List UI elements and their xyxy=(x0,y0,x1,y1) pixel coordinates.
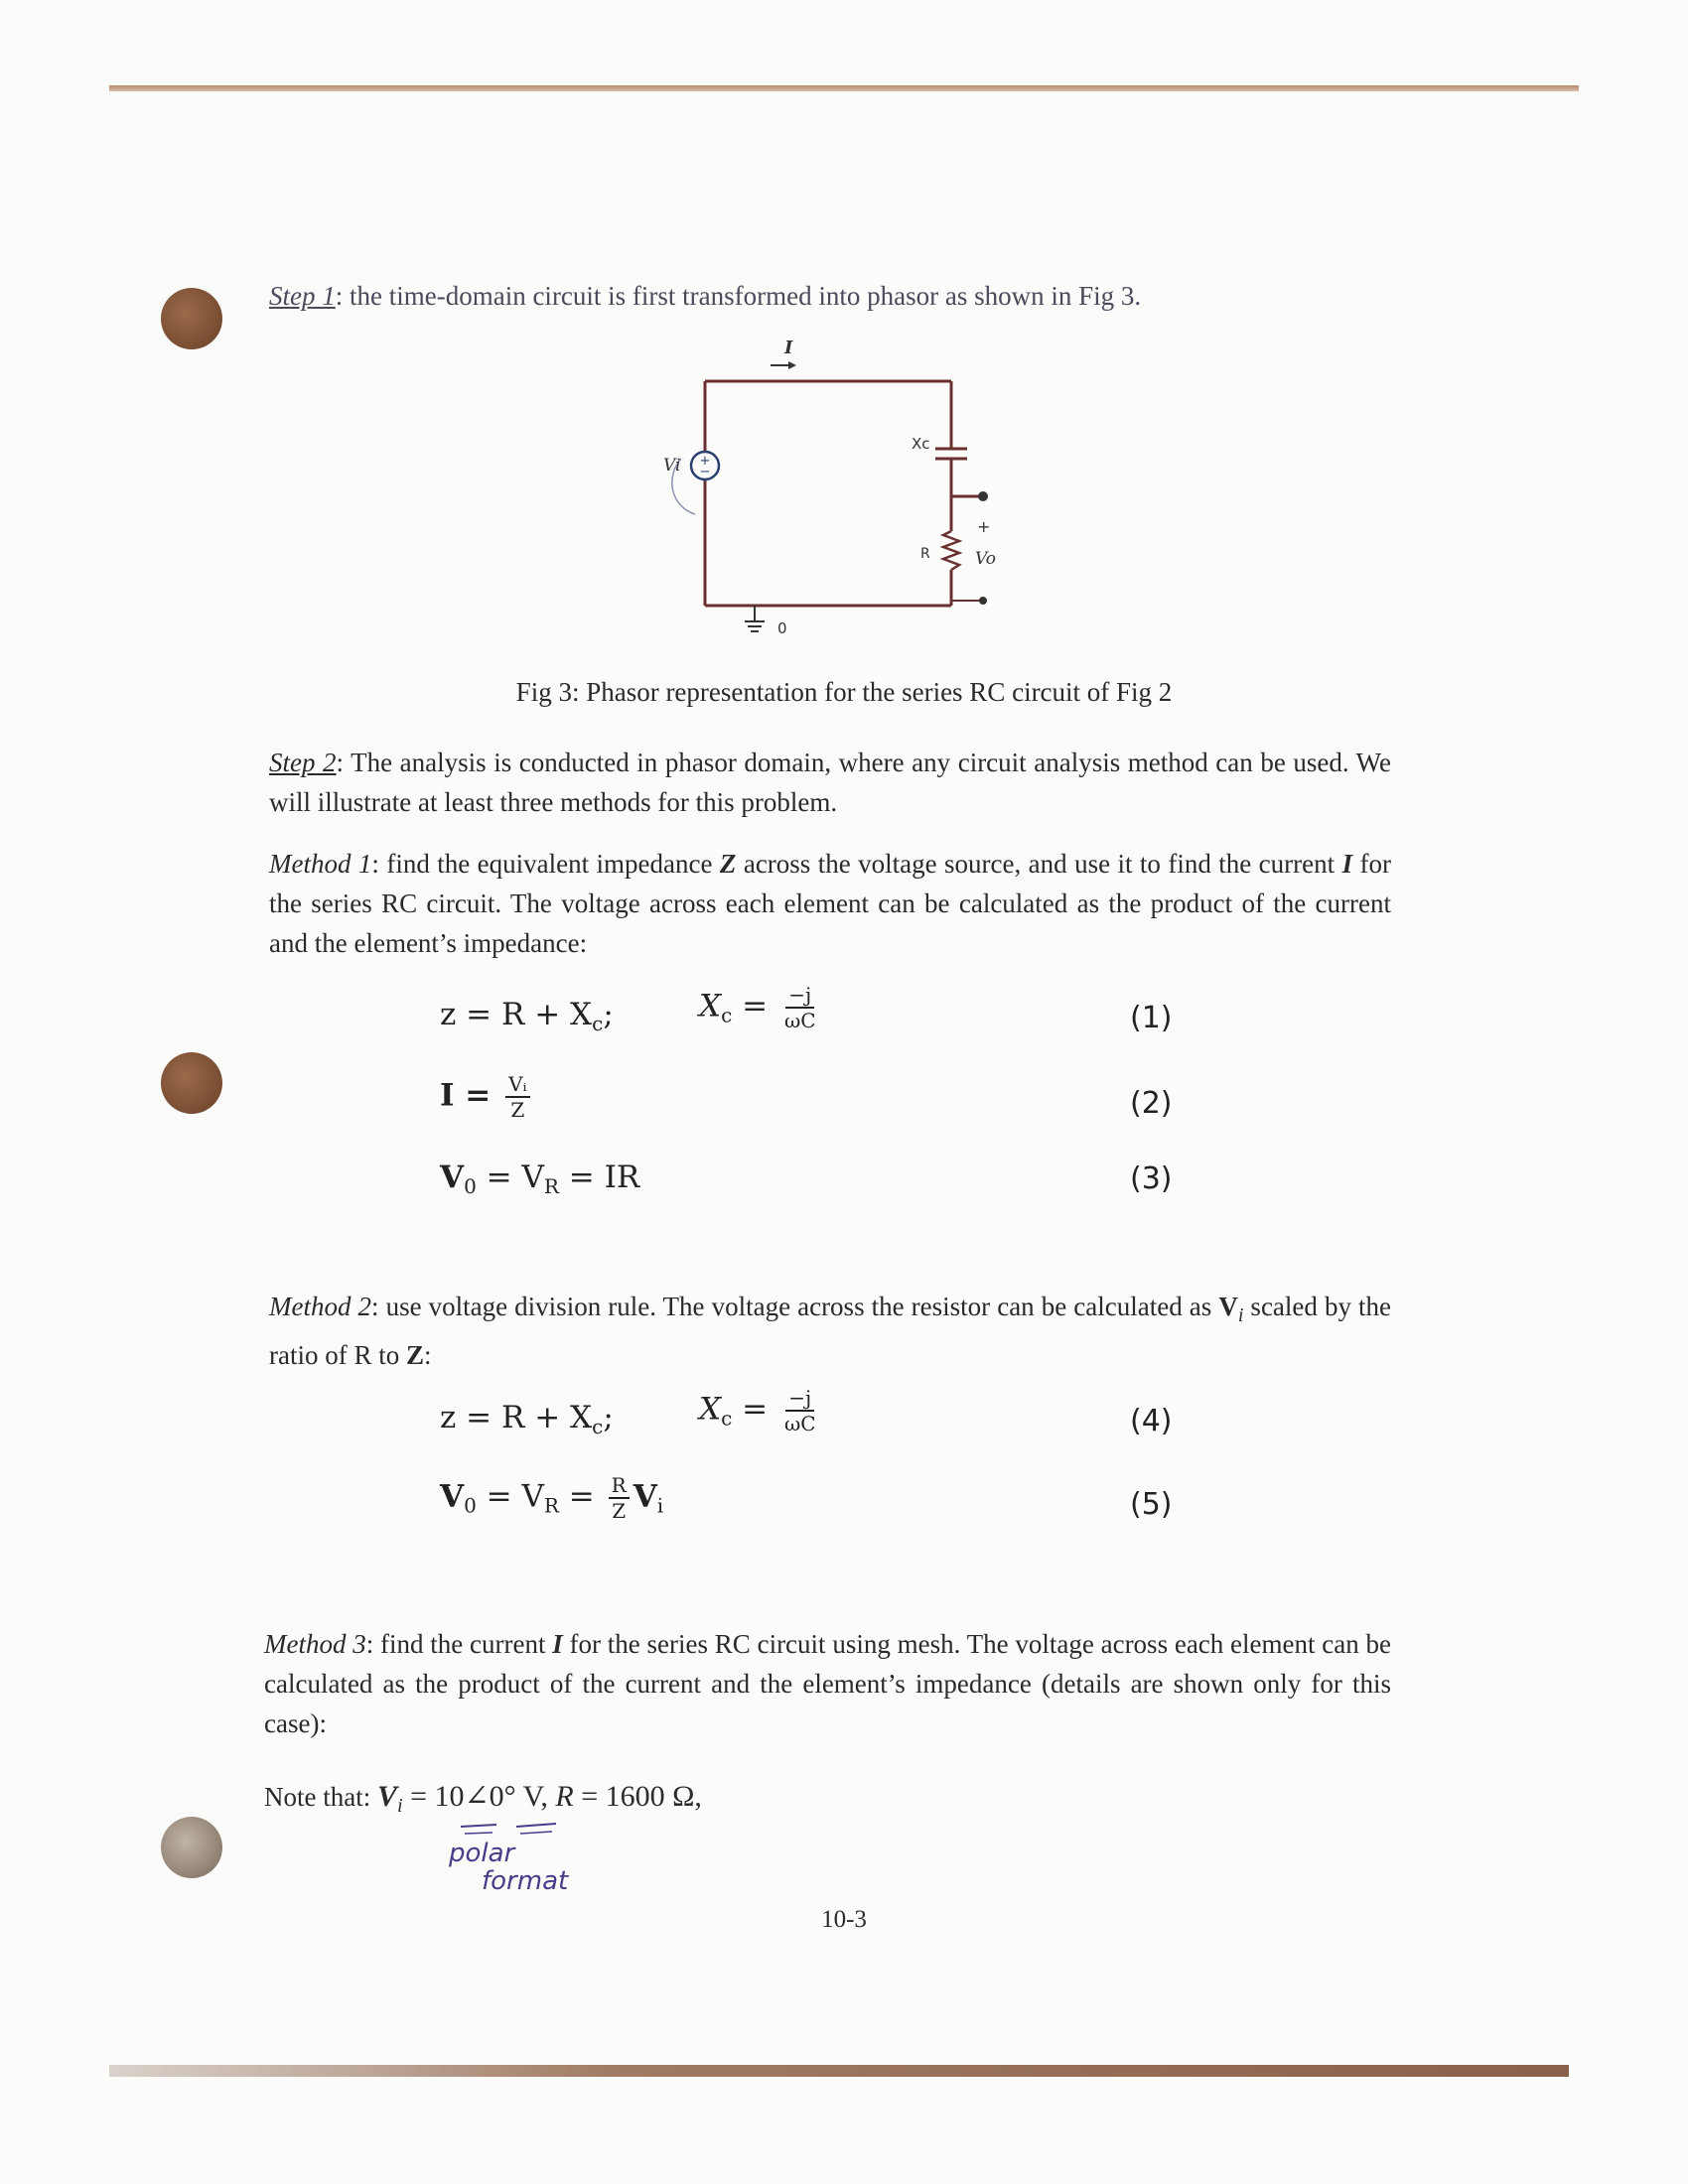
equation-1-number: (1) xyxy=(1130,1001,1173,1035)
note-r-value: = 1600 Ω, xyxy=(573,1780,702,1813)
step1-label: Step 1 xyxy=(269,281,336,311)
output-label: Vo xyxy=(975,549,996,569)
equation-5: $V_0 = V_R$ = $\frac{R}{Z}$ $V_i$ xyxy=(440,1473,664,1523)
current-arrow-head xyxy=(788,361,796,369)
source-plus-sign: + xyxy=(699,454,711,469)
step1-paragraph xyxy=(269,276,1391,316)
method1-text-c: for the series RC circuit. The voltage across each element can be calculated as the product of the current and the element’s impedance: xyxy=(269,849,1392,958)
current-label: I xyxy=(784,338,793,358)
step2-text: : The analysis is conducted in phasor domain, where any circuit analysis method can be used. We will illustrate at least three methods for this problem. xyxy=(269,748,1391,817)
binder-hole-middle xyxy=(161,1052,222,1114)
method2-vi: V xyxy=(1218,1292,1238,1321)
method2-z: Z xyxy=(405,1340,424,1370)
fraction-i: $\frac{\text{Vᵢ}}{Z}$ xyxy=(505,1072,529,1122)
fraction-xc: $\frac{-j}{\omega C}$ xyxy=(783,983,816,1032)
note-value: = 10∠0° V, xyxy=(402,1780,556,1813)
equation-2: I = $\frac{\text{Vᵢ}}{Z}$ xyxy=(440,1072,534,1122)
method3-i: I xyxy=(552,1629,563,1659)
source-minus-sign: − xyxy=(699,465,711,479)
step1-text: : the time-domain circuit is first transformed into phasor as shown in Fig 3. xyxy=(335,281,1142,311)
equation-3-number: (3) xyxy=(1130,1161,1173,1196)
method3-text-b: for the series RC circuit using mesh. The voltage across each element can be calculated as the product of the current and the element’s impedance (details are shown only for this case): xyxy=(264,1629,1392,1738)
equation-4-right: $X_c$ = $\frac{-j}{\omega C}$ xyxy=(699,1386,823,1435)
output-terminal-bottom xyxy=(979,597,987,605)
page-bottom-edge xyxy=(109,2065,1569,2077)
binder-hole-top xyxy=(161,288,222,349)
equation-1-left: $z = R + X_c$; xyxy=(440,997,614,1035)
handwritten-note-format: format xyxy=(482,1866,569,1896)
note-vi: V xyxy=(376,1780,397,1813)
step2-label: Step 2 xyxy=(269,748,337,777)
equation-1-right: $X_c$ = $\frac{-j}{\omega C}$ xyxy=(699,983,823,1032)
method1-i: I xyxy=(1341,849,1353,879)
note-line: Note that: $V_i$ = 10∠0° V, R = 1600 Ω, xyxy=(264,1780,702,1817)
rc-circuit-diagram xyxy=(635,338,1053,665)
capacitor-symbol xyxy=(935,449,967,459)
resistor-label: R xyxy=(920,546,930,562)
output-terminal-top xyxy=(978,491,988,501)
equation-3: $V_0 = V_R$ = IR xyxy=(440,1160,640,1198)
handwritten-note-polar: polar xyxy=(449,1839,515,1868)
method3-paragraph xyxy=(264,1624,1391,1743)
method3-text-a: : find the current xyxy=(365,1629,553,1659)
equation-4-number: (4) xyxy=(1130,1404,1173,1438)
equation-4-left: $z = R + X_c$; xyxy=(440,1400,614,1438)
ground-symbol xyxy=(745,606,765,631)
method2-paragraph: Method 2: use voltage division rule. The voltage across the resistor can be calculated as $V_i$ scaled by the ratio of R to Z: xyxy=(269,1292,1391,1370)
method1-z: Z xyxy=(719,849,737,879)
note-prefix: Note that: xyxy=(264,1782,377,1812)
equation-2-number: (2) xyxy=(1130,1086,1173,1121)
capacitor-label: Xc xyxy=(912,435,930,453)
step2-paragraph xyxy=(269,743,1391,822)
source-label: Vi xyxy=(663,456,681,476)
fraction-r-over-z: $\frac{R}{Z}$ xyxy=(609,1473,630,1523)
method3-label: Method 3 xyxy=(264,1629,366,1659)
method2-text-b: scaled by the ratio of R to xyxy=(269,1292,1391,1370)
method1-text-b: across the voltage source, and use it to find the current xyxy=(736,849,1342,879)
method2-text-a: : use voltage division rule. The voltage across the resistor can be calculated as xyxy=(371,1292,1219,1321)
method2-label: Method 2 xyxy=(269,1292,372,1321)
ground-label: 0 xyxy=(777,619,787,637)
page-top-edge xyxy=(109,85,1579,91)
method1-label: Method 1 xyxy=(269,849,372,879)
resistor-symbol xyxy=(943,531,959,570)
figure-caption: Fig 3: Phasor representation for the series RC circuit of Fig 2 xyxy=(515,677,1173,707)
page-number: 10-3 xyxy=(821,1906,867,1933)
method1-paragraph xyxy=(269,844,1391,963)
note-r: R xyxy=(555,1780,574,1813)
method1-text-a: : find the equivalent impedance xyxy=(371,849,720,879)
equation-5-number: (5) xyxy=(1130,1487,1173,1522)
output-plus-label: + xyxy=(977,517,991,536)
fraction-xc-2: $\frac{-j}{\omega C}$ xyxy=(783,1386,816,1435)
binder-hole-bottom xyxy=(161,1817,222,1878)
handwritten-underline xyxy=(457,1819,576,1839)
